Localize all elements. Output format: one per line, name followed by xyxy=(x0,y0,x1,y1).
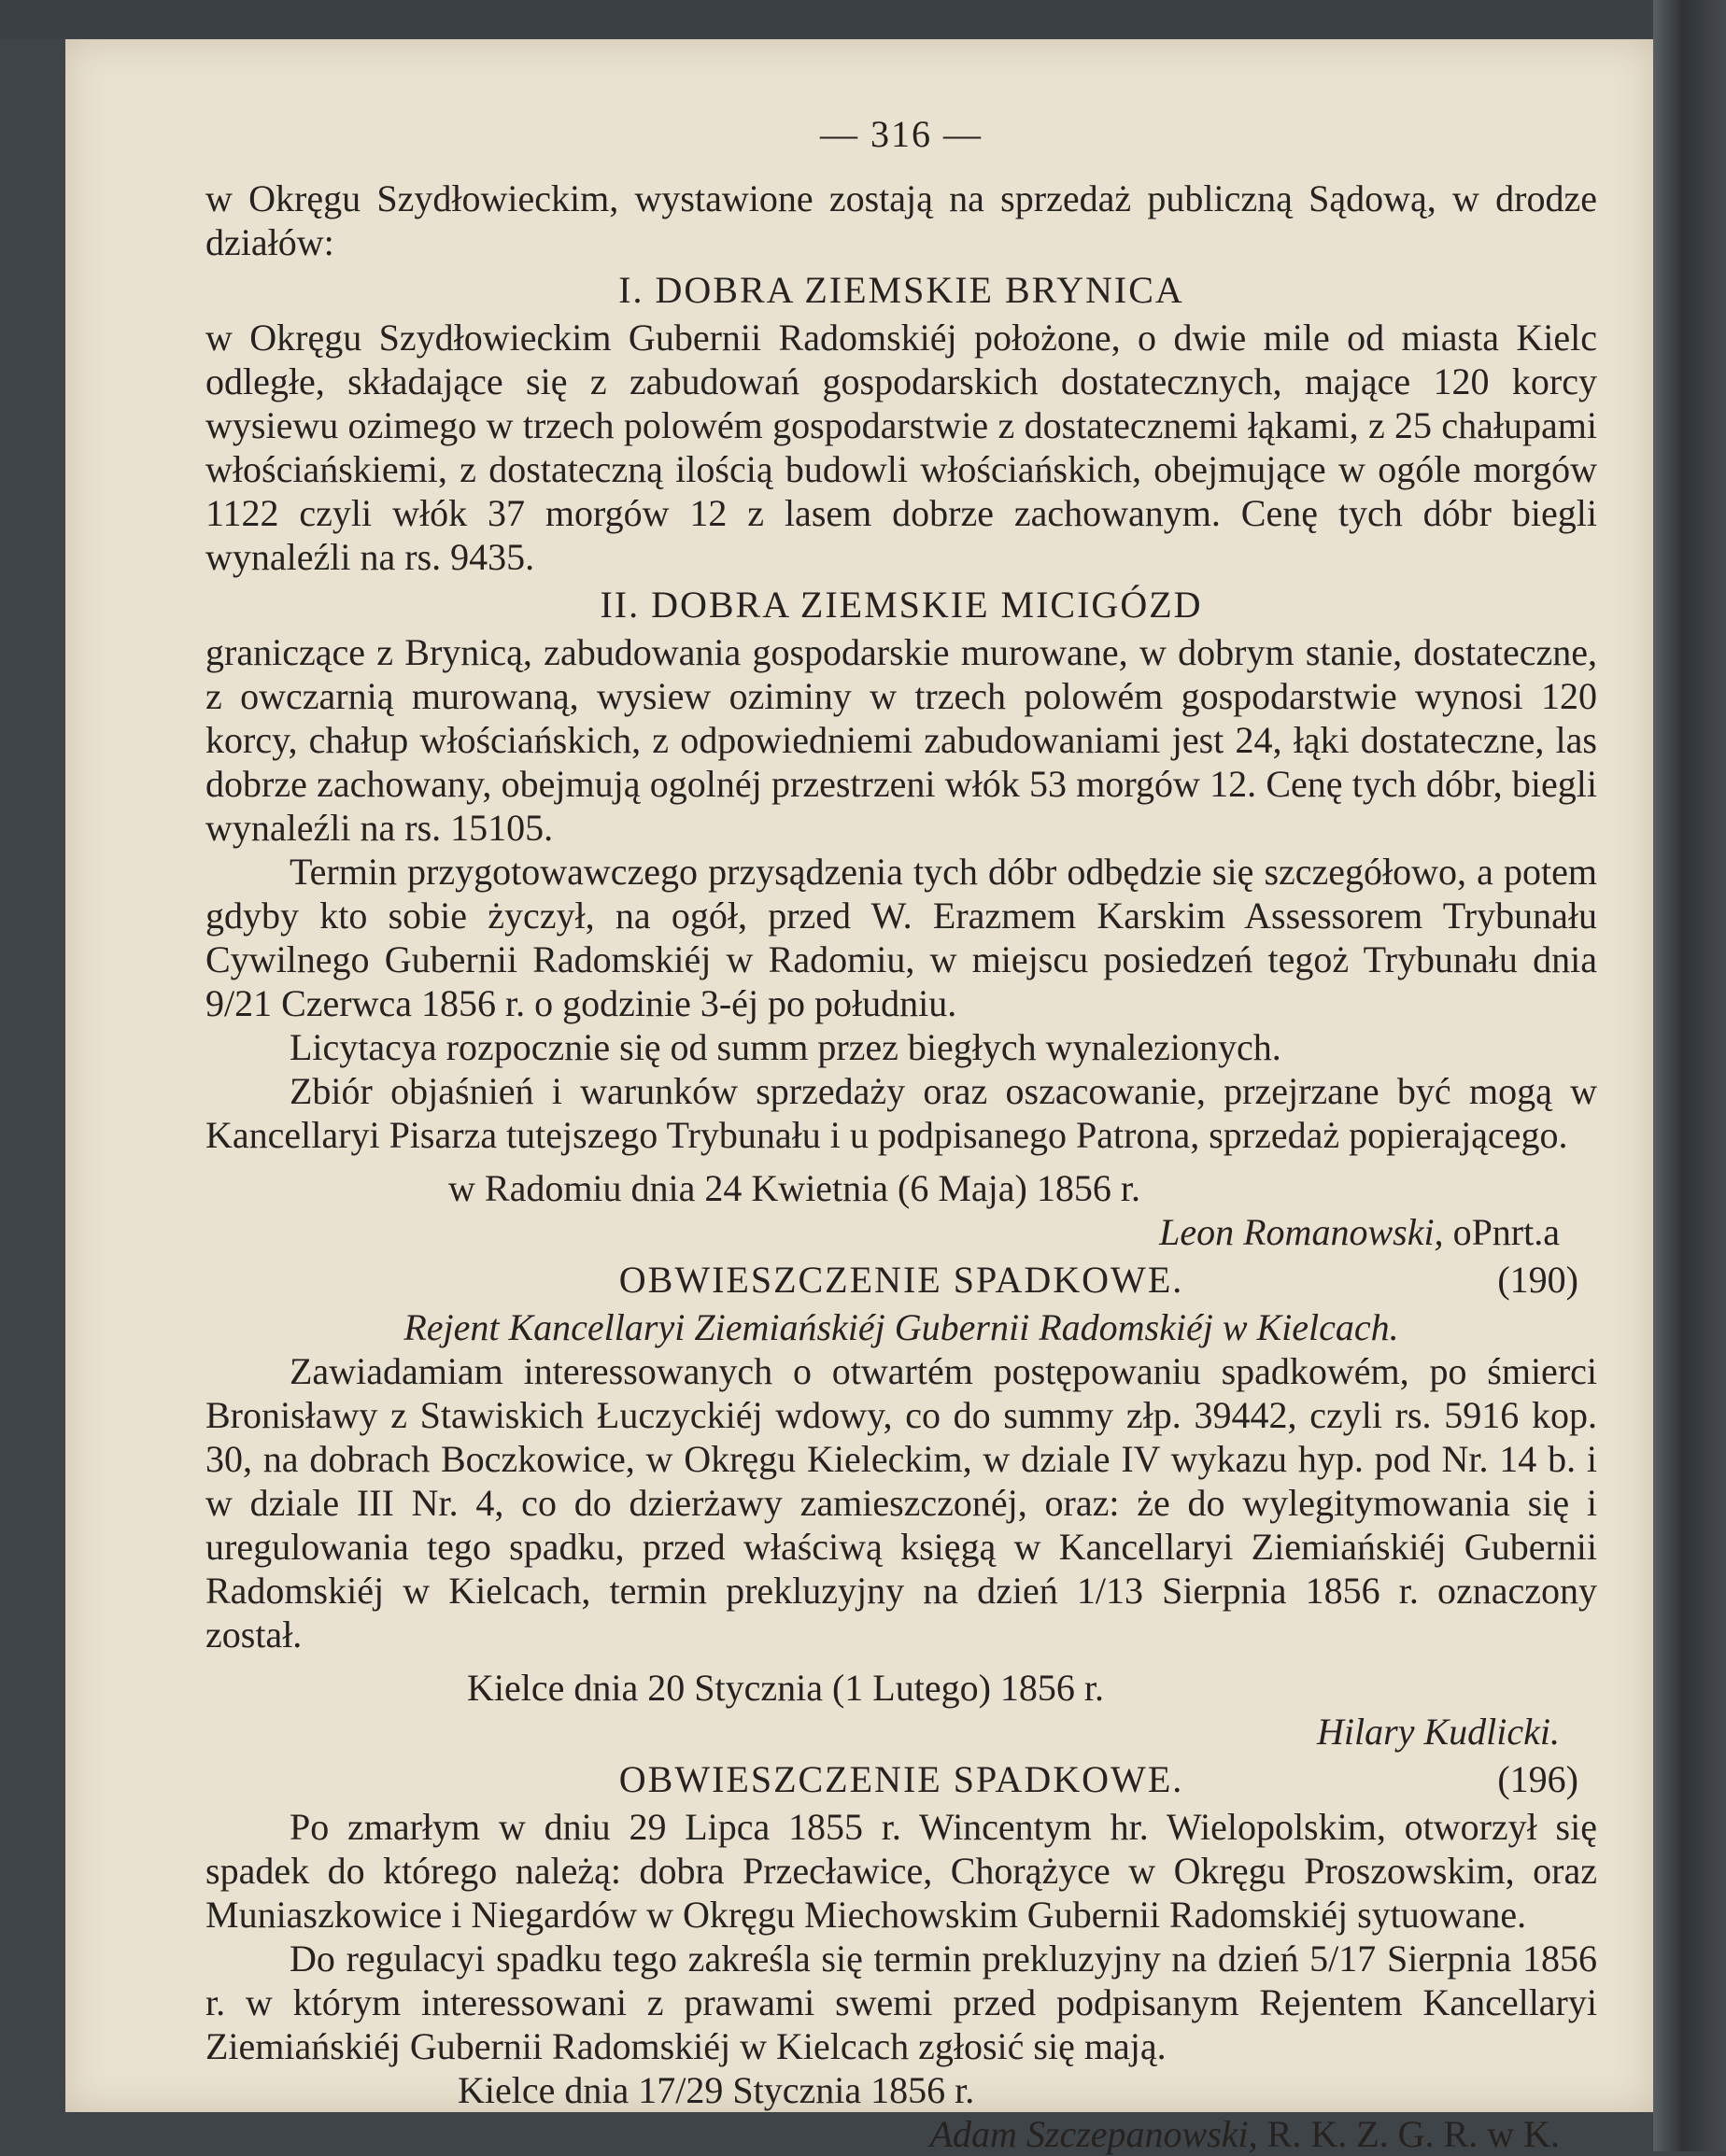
section2-text: graniczące z Brynicą, zabudowania gospodarskie murowane, w dobrym stanie, dostateczne, z owczarnią murowaną, wysiew oziminy w trzech polowém gospodarstwie wynosi 120 korcy, chałup włościańskich, z odpowiedniemi zabudowaniami jest 24, łąki dostateczne, las dobrze zachowany, obejmują ogolnéj przestrzeni włók 53 morgów 12. Cenę tych dóbr, biegli wynaleźli na rs. 15105. xyxy=(205,631,1597,849)
termin-paragraph: Termin przygotowawczego przysądzenia tych dóbr odbędzie się szczegółowo, a potem gdyby kto sobie życzył, na ogół, przed W. Erazmem Karskim Assessorem Trybunału Cywilnego Gubernii Radomskiéj w Radomiu, w miejscu posiedzeń tegoż Trybunału dnia 9/21 Czerwca 1856 r. o godzinie 3-éj po południu. xyxy=(205,851,1597,1024)
section1-text: w Okręgu Szydłowieckim Gubernii Radomskiéj położone, o dwie mile od miasta Kielc odległe, składające się z zabudowań gospodarskich dostatecznych, mające 120 korcy wysiewu ozimego w trzech polowém gospodarstwie z dostatecznemi łąkami, z 25 chałupami włościańskiemi, z dostateczną ilością budowli włościańskich, obejmujące w ogóle morgów 1122 czyli włók 37 morgów 12 z lasem dobrze zachowanym. Cenę tych dóbr biegli wynaleźli na rs. 9435. xyxy=(205,317,1597,578)
notice3-date: Kielce dnia 17/29 Stycznia 1856 r. xyxy=(458,2069,975,2111)
notice2-signature-name: Hilary Kudlicki. xyxy=(1317,1711,1560,1753)
notice3-heading-row xyxy=(205,1757,1597,1801)
date-radom: w Radomiu dnia 24 Kwietnia (6 Maja) 1856 r. xyxy=(448,1167,1140,1209)
section1-heading: I. DOBRA ZIEMSKIE BRYNICA xyxy=(618,269,1184,311)
notice2-number: (190) xyxy=(1497,1259,1578,1301)
signature-name: Leon Romanowski, xyxy=(1159,1211,1444,1253)
notice3-text1: Po zmarłym w dniu 29 Lipca 1855 r. Wincentym hr. Wielopolskim, otworzył się spadek do którego należą: dobra Przecławice, Chorążyce w Okręgu Proszowskim, oraz Muniaszkowice i Niegardów w Okręgu Miechowskim Gubernii Radomskiéj sytuowane. xyxy=(205,1806,1597,1936)
notice2-heading: OBWIESZCZENIE SPADKOWE. xyxy=(618,1259,1184,1301)
notice3-number: (196) xyxy=(1497,1758,1578,1800)
signature-romanowski xyxy=(205,1210,1597,1254)
scan-border-right xyxy=(1653,0,1726,2151)
notice2-signature xyxy=(205,1710,1597,1754)
intro-paragraph: w Okręgu Szydłowieckim, wystawione zostają na sprzedaż publiczną Sądową, w drodze działów: xyxy=(205,177,1597,263)
notice3-signature-title: R. K. Z. G. R. w K. xyxy=(1266,2113,1560,2155)
notice2-text: Zawiadamiam interessowanych o otwartém postępowaniu spadkowém, po śmierci Bronisławy z Stawiskich Łuczyckiéj wdowy, co do summy złp. 39442, czyli rs. 5916 kop. 30, na dobrach Boczkowice, w Okręgu Kieleckim, w dziale IV wykazu hyp. pod Nr. 14 b. i w dziale III Nr. 4, co do dzierżawy zamieszczonéj, oraz: że do wylegitymowania się i uregulowania tego spadku, przed właściwą księgą w Kancellaryi Ziemiańskiéj Gubernii Radomskiéj w Kielcach, termin prekluzyjny na dzień 1/13 Sierpnia 1856 r. oznaczony został. xyxy=(205,1350,1597,1656)
notice3-text2: Do regulacyi spadku tego zakreśla się termin prekluzyjny na dzień 5/17 Sierpnia 1856 r. w którym interessowani z prawami swemi przed podpisanym Rejentem Kancellaryi Ziemiańskiéj Gubernii Radomskiéj w Kielcach zgłosić się mają. xyxy=(205,1938,1597,2067)
licytacya-paragraph: Licytacya rozpocznie się od summ przez biegłych wynalezionych. xyxy=(290,1026,1281,1068)
notice3-heading: OBWIESZCZENIE SPADKOWE. xyxy=(618,1758,1184,1800)
page-content xyxy=(205,112,1597,2156)
signature-title: oPnrt.a xyxy=(1452,1211,1560,1253)
notice2-date: Kielce dnia 20 Stycznia (1 Lutego) 1856 r. xyxy=(467,1667,1105,1709)
section2-heading: II. DOBRA ZIEMSKIE MICIGÓZD xyxy=(600,584,1203,626)
zbior-paragraph: Zbiór objaśnień i warunków sprzedaży oraz oszacowanie, przejrzane być mogą w Kancellaryi Pisarza tutejszego Trybunału i u podpisanego Patrona, sprzedaż popierającego. xyxy=(205,1070,1597,1156)
notice3-signature xyxy=(205,2112,1597,2156)
notice2-heading-row xyxy=(205,1258,1597,1302)
scan-border-top xyxy=(0,0,1726,39)
notice2-subtitle: Rejent Kancellaryi Ziemiańskiéj Gubernii Radomskiéj w Kielcach. xyxy=(403,1306,1399,1348)
notice3-signature-name: Adam Szczepanowski, xyxy=(929,2113,1258,2155)
page-number: — 316 — xyxy=(820,113,983,155)
